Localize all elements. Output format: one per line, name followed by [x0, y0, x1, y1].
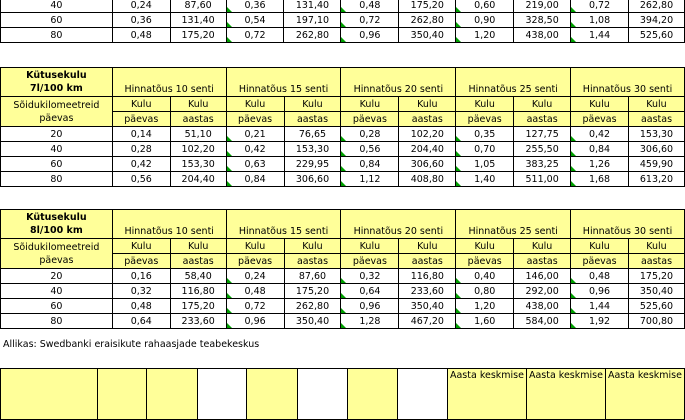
- table-row: [1, 0, 685, 13]
- cost-per-day-cell: 0,84: [341, 157, 399, 172]
- price-header: Hinnatõus 20 senti: [341, 210, 456, 239]
- cost-per-year-cell: 306,60: [284, 172, 341, 187]
- km-cell: 40: [1, 284, 113, 299]
- sub-header-aastas: aastas: [399, 112, 456, 127]
- blank-cell: [98, 369, 147, 420]
- cost-per-year-cell: 87,60: [284, 269, 341, 284]
- title-line-1: Kütusekulu: [26, 212, 87, 223]
- km-cell: 20: [1, 269, 113, 284]
- sub-header-kulu: Kulu: [571, 97, 629, 112]
- sub-header-kulu: Kulu: [514, 97, 571, 112]
- cost-per-year-cell: 306,60: [628, 142, 684, 157]
- cost-per-day-cell: 0,54: [226, 13, 284, 28]
- cost-per-year-cell: 175,20: [170, 299, 226, 314]
- blank-cell: [347, 369, 398, 420]
- table-row: [1, 13, 685, 28]
- table-row: [1, 269, 685, 284]
- price-header: Hinnatõus 15 senti: [226, 68, 341, 97]
- cost-per-day-cell: 1,26: [571, 157, 629, 172]
- cost-per-year-cell: 511,00: [514, 172, 571, 187]
- cost-per-year-cell: 204,40: [399, 142, 456, 157]
- cost-per-day-cell: 0,32: [112, 284, 170, 299]
- table-row: [1, 284, 685, 299]
- bottom-table-header: [0, 368, 685, 420]
- cost-per-year-cell: 116,80: [399, 269, 456, 284]
- cost-per-year-cell: 102,20: [399, 127, 456, 142]
- sub-header-kulu: Kulu: [170, 97, 226, 112]
- cost-per-day-cell: 0,70: [456, 142, 514, 157]
- table-row: [1, 172, 685, 187]
- km-cell: 80: [1, 314, 113, 329]
- cost-per-day-cell: 0,90: [456, 13, 514, 28]
- cost-per-day-cell: 0,36: [112, 13, 170, 28]
- title-line-1: Kütusekulu: [26, 70, 87, 81]
- sub-header-paevas: päevas: [456, 112, 514, 127]
- cost-per-day-cell: 0,21: [226, 127, 284, 142]
- sub-header-kulu: Kulu: [514, 239, 571, 254]
- cost-per-year-cell: 262,80: [284, 28, 341, 43]
- table-row: [1, 127, 685, 142]
- km-label: [1, 239, 113, 269]
- sub-header-aastas: aastas: [170, 112, 226, 127]
- cost-per-year-cell: 116,80: [170, 284, 226, 299]
- price-header: Hinnatõus 10 senti: [112, 68, 226, 97]
- cost-per-year-cell: 467,20: [399, 314, 456, 329]
- sub-header-aastas: aastas: [170, 254, 226, 269]
- cost-per-year-cell: 146,00: [514, 269, 571, 284]
- sub-header-kulu: Kulu: [226, 97, 284, 112]
- cost-per-day-cell: 1,44: [571, 299, 629, 314]
- cost-per-year-cell: 153,30: [284, 142, 341, 157]
- cost-per-year-cell: 102,20: [170, 142, 226, 157]
- cost-per-year-cell: 328,50: [514, 13, 571, 28]
- cost-per-day-cell: 0,64: [112, 314, 170, 329]
- price-header: Hinnatõus 25 senti: [456, 210, 571, 239]
- blank-cell: [197, 369, 247, 420]
- cost-per-year-cell: 306,60: [399, 157, 456, 172]
- cost-per-day-cell: 0,72: [571, 0, 629, 13]
- price-header: Hinnatõus 25 senti: [456, 68, 571, 97]
- km-cell: 80: [1, 172, 113, 187]
- fuel-table-8l: [0, 209, 685, 329]
- cost-per-day-cell: 0,84: [571, 142, 629, 157]
- fuel-table-7l: [0, 67, 685, 187]
- header-aasta-keskmise: Aasta keskmise: [605, 369, 684, 420]
- table-row: [1, 314, 685, 329]
- cost-per-day-cell: 0,32: [341, 269, 399, 284]
- cost-per-day-cell: 0,96: [226, 314, 284, 329]
- fuel-table-6l-tail: [0, 0, 685, 43]
- cost-per-day-cell: 0,14: [112, 127, 170, 142]
- cost-per-year-cell: 255,50: [514, 142, 571, 157]
- sub-header-paevas: päevas: [112, 254, 170, 269]
- cost-per-year-cell: 233,60: [399, 284, 456, 299]
- cost-per-day-cell: 0,24: [226, 269, 284, 284]
- blank-cell: [146, 369, 197, 420]
- cost-per-day-cell: 0,35: [456, 127, 514, 142]
- cost-per-year-cell: 87,60: [170, 0, 226, 13]
- sub-header-kulu: Kulu: [456, 97, 514, 112]
- price-header: Hinnatõus 20 senti: [341, 68, 456, 97]
- cost-per-day-cell: 0,84: [226, 172, 284, 187]
- sub-header-aastas: aastas: [284, 254, 341, 269]
- cost-per-day-cell: 0,60: [456, 0, 514, 13]
- sub-header-paevas: päevas: [456, 254, 514, 269]
- blank-cell: [1, 369, 98, 420]
- cost-per-year-cell: 613,20: [628, 172, 684, 187]
- km-cell: 80: [1, 28, 113, 43]
- cost-per-year-cell: 153,30: [628, 127, 684, 142]
- price-header: Hinnatõus 30 senti: [571, 210, 685, 239]
- cost-per-year-cell: 204,40: [170, 172, 226, 187]
- blank-cell: [398, 369, 448, 420]
- source-note: Allikas: Swedbanki eraisikute rahaasjade teabekeskus: [3, 339, 260, 350]
- km-cell: 40: [1, 0, 113, 13]
- cost-per-year-cell: 175,20: [628, 269, 684, 284]
- sub-header-paevas: päevas: [341, 254, 399, 269]
- cost-per-day-cell: 0,42: [112, 157, 170, 172]
- cost-per-year-cell: 76,65: [284, 127, 341, 142]
- sub-header-kulu: Kulu: [112, 239, 170, 254]
- cost-per-day-cell: 1,20: [456, 28, 514, 43]
- cost-per-day-cell: 0,16: [112, 269, 170, 284]
- km-cell: 60: [1, 299, 113, 314]
- cost-per-day-cell: 0,48: [112, 28, 170, 43]
- sub-header-kulu: Kulu: [628, 239, 684, 254]
- price-header: Hinnatõus 10 senti: [112, 210, 226, 239]
- cost-per-day-cell: 1,40: [456, 172, 514, 187]
- sub-header-kulu: Kulu: [571, 239, 629, 254]
- cost-per-day-cell: 0,63: [226, 157, 284, 172]
- cost-per-day-cell: 0,36: [226, 0, 284, 13]
- cost-per-year-cell: 219,00: [514, 0, 571, 13]
- cost-per-year-cell: 350,40: [399, 299, 456, 314]
- title-line-2: 7l/100 km: [30, 83, 83, 94]
- cost-per-year-cell: 438,00: [514, 28, 571, 43]
- cost-per-day-cell: 0,72: [226, 299, 284, 314]
- title-line-2: 8l/100 km: [30, 225, 83, 236]
- cost-per-day-cell: 1,60: [456, 314, 514, 329]
- cost-per-day-cell: 0,42: [226, 142, 284, 157]
- sub-header-kulu: Kulu: [170, 239, 226, 254]
- cost-per-day-cell: 0,28: [341, 127, 399, 142]
- sub-header-kulu: Kulu: [628, 97, 684, 112]
- cost-per-year-cell: 459,90: [628, 157, 684, 172]
- sub-header-paevas: päevas: [226, 254, 284, 269]
- cost-per-day-cell: 0,64: [341, 284, 399, 299]
- header-aasta-keskmise: Aasta keskmise: [447, 369, 526, 420]
- cost-per-day-cell: 0,96: [341, 28, 399, 43]
- cost-per-day-cell: 1,12: [341, 172, 399, 187]
- cost-per-year-cell: 525,60: [628, 299, 684, 314]
- cost-per-year-cell: 131,40: [284, 0, 341, 13]
- cost-per-year-cell: 584,00: [514, 314, 571, 329]
- sub-header-kulu: Kulu: [341, 97, 399, 112]
- cost-per-year-cell: 127,75: [514, 127, 571, 142]
- sub-header-kulu: Kulu: [399, 97, 456, 112]
- cost-per-year-cell: 350,40: [399, 28, 456, 43]
- cost-per-day-cell: 1,20: [456, 299, 514, 314]
- cost-per-year-cell: 292,00: [514, 284, 571, 299]
- km-label-line-2: päevas: [39, 112, 74, 124]
- sub-header-kulu: Kulu: [399, 239, 456, 254]
- cost-per-day-cell: 1,05: [456, 157, 514, 172]
- cost-per-day-cell: 0,24: [112, 0, 170, 13]
- km-label-line-1: Sõidukilomeetreid: [13, 241, 100, 253]
- cost-per-day-cell: 0,48: [341, 0, 399, 13]
- cost-per-year-cell: 438,00: [514, 299, 571, 314]
- cost-per-year-cell: 350,40: [628, 284, 684, 299]
- header-aasta-keskmise: Aasta keskmise: [526, 369, 605, 420]
- cost-per-day-cell: 0,96: [571, 284, 629, 299]
- cost-per-year-cell: 175,20: [399, 0, 456, 13]
- cost-per-day-cell: 0,56: [341, 142, 399, 157]
- sub-header-kulu: Kulu: [226, 239, 284, 254]
- cost-per-day-cell: 1,92: [571, 314, 629, 329]
- table-row: [1, 157, 685, 172]
- cost-per-day-cell: 1,44: [571, 28, 629, 43]
- cost-per-year-cell: 383,25: [514, 157, 571, 172]
- cost-per-day-cell: 0,72: [341, 13, 399, 28]
- cost-per-day-cell: 1,08: [571, 13, 629, 28]
- cost-per-day-cell: 0,56: [112, 172, 170, 187]
- cost-per-year-cell: 153,30: [170, 157, 226, 172]
- km-cell: 40: [1, 142, 113, 157]
- cost-per-day-cell: 1,68: [571, 172, 629, 187]
- table-row: [1, 28, 685, 43]
- cost-per-day-cell: 0,96: [341, 299, 399, 314]
- cost-per-day-cell: 1,28: [341, 314, 399, 329]
- cost-per-year-cell: 262,80: [284, 299, 341, 314]
- sub-header-aastas: aastas: [514, 112, 571, 127]
- sub-header-paevas: päevas: [571, 112, 629, 127]
- cost-per-year-cell: 262,80: [399, 13, 456, 28]
- cost-per-year-cell: 525,60: [629, 28, 685, 43]
- sub-header-paevas: päevas: [112, 112, 170, 127]
- sub-header-paevas: päevas: [226, 112, 284, 127]
- km-cell: 60: [1, 157, 113, 172]
- blank-cell: [297, 369, 347, 420]
- sub-header-paevas: päevas: [341, 112, 399, 127]
- blank-cell: [247, 369, 298, 420]
- cost-per-day-cell: 0,42: [571, 127, 629, 142]
- cost-per-year-cell: 197,10: [284, 13, 341, 28]
- cost-per-year-cell: 175,20: [284, 284, 341, 299]
- sub-header-kulu: Kulu: [341, 239, 399, 254]
- table-row: [1, 142, 685, 157]
- sub-header-aastas: aastas: [514, 254, 571, 269]
- sub-header-paevas: päevas: [571, 254, 629, 269]
- cost-per-year-cell: 229,95: [284, 157, 341, 172]
- km-label: [1, 97, 113, 127]
- cost-per-day-cell: 0,48: [571, 269, 629, 284]
- sub-header-kulu: Kulu: [112, 97, 170, 112]
- cost-per-year-cell: 175,20: [170, 28, 226, 43]
- cost-per-year-cell: 262,80: [629, 0, 685, 13]
- cost-per-year-cell: 350,40: [284, 314, 341, 329]
- km-label-line-1: Sõidukilomeetreid: [13, 99, 100, 111]
- sub-header-aastas: aastas: [628, 112, 684, 127]
- price-header: Hinnatõus 15 senti: [226, 210, 341, 239]
- cost-per-year-cell: 700,80: [628, 314, 684, 329]
- sub-header-aastas: aastas: [399, 254, 456, 269]
- cost-per-day-cell: 0,40: [456, 269, 514, 284]
- sub-header-kulu: Kulu: [284, 239, 341, 254]
- cost-per-year-cell: 51,10: [170, 127, 226, 142]
- cost-per-year-cell: 394,20: [629, 13, 685, 28]
- table-row: [1, 299, 685, 314]
- cost-per-day-cell: 0,28: [112, 142, 170, 157]
- sub-header-aastas: aastas: [284, 112, 341, 127]
- price-header: Hinnatõus 30 senti: [571, 68, 685, 97]
- sub-header-aastas: aastas: [628, 254, 684, 269]
- table-title: [1, 68, 113, 97]
- table-title: [1, 210, 113, 239]
- cost-per-year-cell: 408,80: [399, 172, 456, 187]
- km-label-line-2: päevas: [39, 254, 74, 266]
- cost-per-year-cell: 233,60: [170, 314, 226, 329]
- sub-header-kulu: Kulu: [456, 239, 514, 254]
- cost-per-year-cell: 58,40: [170, 269, 226, 284]
- cost-per-day-cell: 0,48: [226, 284, 284, 299]
- cost-per-day-cell: 0,80: [456, 284, 514, 299]
- sub-header-kulu: Kulu: [284, 97, 341, 112]
- cost-per-day-cell: 0,72: [226, 28, 284, 43]
- km-cell: 60: [1, 13, 113, 28]
- cost-per-year-cell: 131,40: [170, 13, 226, 28]
- cost-per-day-cell: 0,48: [112, 299, 170, 314]
- km-cell: 20: [1, 127, 113, 142]
